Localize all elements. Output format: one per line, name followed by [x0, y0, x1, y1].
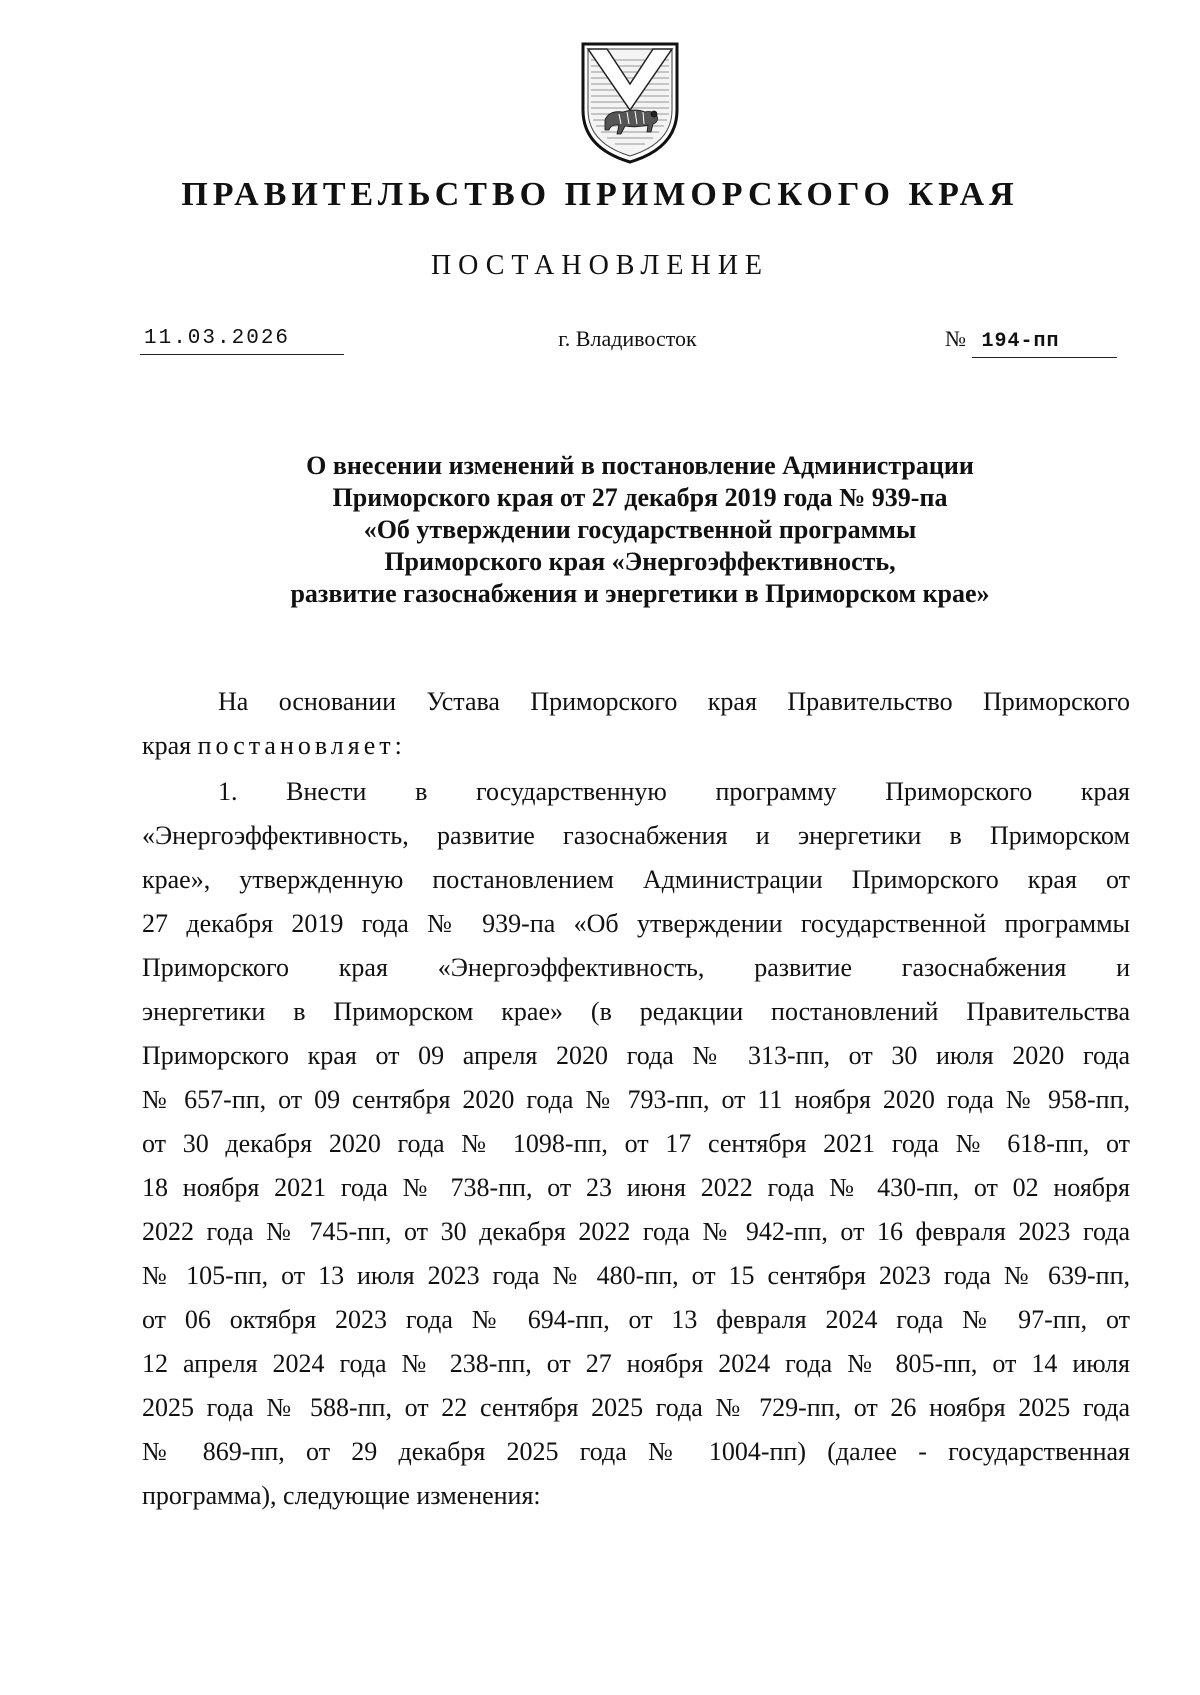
body-line: крае», утвержденную постановлением Администрации Приморского края от [142, 865, 1130, 894]
body-line: «Энергоэффективность, развитие газоснабжения и энергетики в Приморском [142, 821, 1130, 850]
body-line: 1. Внести в государственную программу Приморского края [218, 777, 1130, 806]
body-line: от 30 декабря 2020 года № 1098-пп, от 17 сентября 2021 года № 618-пп, от [142, 1129, 1130, 1158]
number-value: 194-пп [972, 327, 1117, 358]
subject-line: «Об утверждении государственной программы [363, 515, 917, 544]
subject-line: О внесении изменений в постановление Администрации [306, 451, 974, 480]
body-line: от 06 октября 2023 года № 694-пп, от 13 февраля 2024 года № 97-пп, от [142, 1305, 1130, 1334]
body-line: энергетики в Приморском крае» (в редакции постановлений Правительства [142, 997, 1130, 1026]
document-meta-row [0, 324, 1200, 364]
body-line: № 105-пп, от 13 июля 2023 года № 480-пп, от 15 сентября 2023 года № 639-пп, [142, 1261, 1130, 1290]
body-line [142, 724, 1130, 768]
body-line: 12 апреля 2024 года № 238-пп, от 27 ноября 2024 года № 805-пп, от 14 июля [142, 1349, 1130, 1378]
body-text-spaced: постановляет: [197, 731, 406, 760]
document-type: ПОСТАНОВЛЕНИЕ [430, 250, 770, 281]
coat-of-arms-emblem [579, 40, 681, 166]
body-line: 18 ноября 2021 года № 738-пп, от 23 июня 2022 года № 430-пп, от 02 ноября [142, 1173, 1130, 1202]
body-text-fragment: края [142, 731, 198, 760]
body-line: Приморского края от 09 апреля 2020 года № 313-пп, от 30 июля 2020 года [142, 1041, 1130, 1070]
document-date: 11.03.2026 [140, 324, 344, 355]
paragraph-item-1 [142, 770, 1130, 1518]
body-line: программа), следующие изменения: [142, 1481, 541, 1510]
body-line: 27 декабря 2019 года № 939-па «Об утверждении государственной программы [142, 909, 1130, 938]
subject-line: развитие газоснабжения и энергетики в Приморском крае» [290, 579, 990, 608]
government-title: ПРАВИТЕЛЬСТВО ПРИМОРСКОГО КРАЯ [181, 176, 1019, 213]
body-line: 2025 года № 588-пп, от 22 сентября 2025 года № 729-пп, от 26 ноября 2025 года [142, 1393, 1130, 1422]
body-line: № 869-пп, от 29 декабря 2025 года № 1004-пп) (далее - государственная [142, 1437, 1130, 1466]
document-number [945, 324, 1133, 358]
body-line: Приморского края «Энергоэффективность, развитие газоснабжения и [142, 953, 1130, 982]
body-line: № 657-пп, от 09 сентября 2020 года № 793-пп, от 11 ноября 2020 года № 958-пп, [142, 1085, 1130, 1114]
body-line: 2022 года № 745-пп, от 30 декабря 2022 года № 942-пп, от 16 февраля 2023 года [142, 1217, 1130, 1246]
document-subject [150, 450, 1130, 610]
number-sign: № [945, 326, 966, 351]
body-line: На основании Устава Приморского края Правительство Приморского [218, 687, 1130, 716]
paragraph-preamble [142, 680, 1130, 768]
document-city: г. Владивосток [558, 326, 697, 351]
subject-line: Приморского края от 27 декабря 2019 года № 939-па [332, 483, 948, 512]
subject-line: Приморского края «Энергоэффективность, [384, 547, 896, 576]
